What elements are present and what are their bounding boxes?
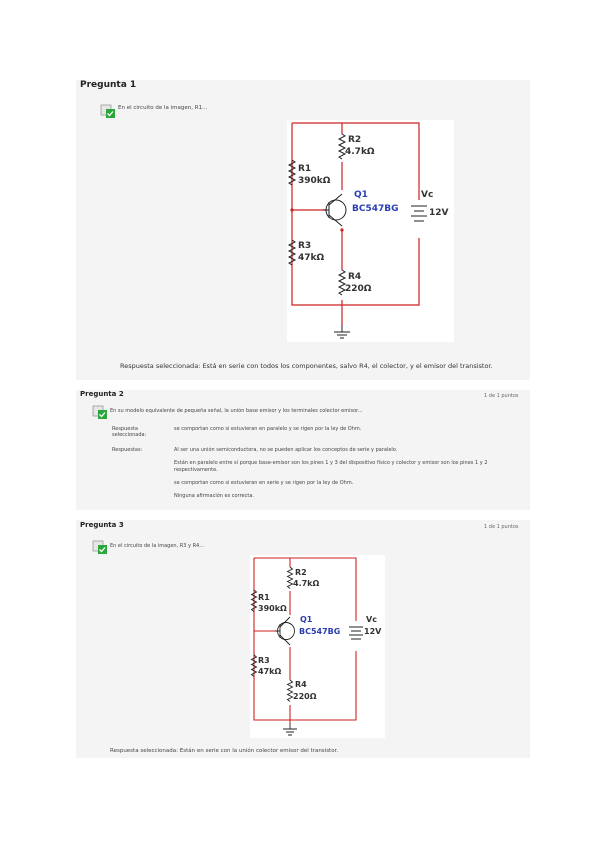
r1-value: 390kΩ [298,176,331,186]
question-3-text: En el circuito de la imagen, R3 y R4... [110,543,204,549]
answer-option-1: Al ser una unión semiconductora, no se pueden aplicar los conceptos de serie y paralelo. [174,447,398,453]
answer-text: Está en serie con todos los componentes, salvo R4, el colector, y el emisor del transistor. [202,362,493,370]
circuit-image-1 [287,120,454,342]
answer-option-3: se comportan como si estuvieran en serie y se rigen por la ley de Ohm. [174,480,354,486]
selected-answer-text: se comportan como si estuvieran en paralelo y se rigen por la ley de Ohm. [174,426,362,432]
r3-value: 47kΩ [258,667,282,676]
question-1-text: En el circuito de la imagen, R1... [118,105,208,111]
r1-label: R1 [298,164,312,174]
q1-value: BC547BG [352,204,399,214]
r1-value: 390kΩ [258,604,287,613]
question-3-points: 1 de 1 puntos [484,524,519,530]
r4-label: R4 [348,272,362,282]
question-1-answer [120,362,493,370]
q1-value: BC547BG [299,627,341,636]
r4-value: 220Ω [293,692,317,701]
r2-value: 4.7kΩ [345,147,375,157]
correct-check-icon [92,405,107,419]
answer-text: Están en serie con la unión colector emisor del transistor. [179,748,339,754]
question-2-title: Pregunta 2 [80,390,124,398]
r4-value: 220Ω [345,284,372,294]
q1-label: Q1 [354,190,368,200]
question-3-title: Pregunta 3 [80,521,124,529]
r2-value: 4.7kΩ [293,579,320,588]
question-2-points: 1 de 1 puntos [484,393,519,399]
correct-check-icon [100,104,115,118]
answer-option-4: Ninguna afirmación es correcta. [174,493,254,499]
vc-value: 12V [364,627,382,636]
answer-option-2: Están en paralelo entre sí porque base-emisor son los pines 1 y 3 del dispositivo físico y colector y emisor son los pines 1 y 2 respectivamente. [174,460,488,473]
r4-label: R4 [295,680,307,689]
question-2-text: En su modelo equivalente de pequeña señal, la unión base emisor y los terminales colector emisor... [110,408,363,414]
question-1-title: Pregunta 1 [80,80,137,90]
vc-label: Vc [366,615,377,624]
r1-label: R1 [258,593,270,602]
circuit-image-3 [250,555,385,738]
vc-value: 12V [429,208,449,218]
r3-value: 47kΩ [298,253,325,263]
answer-prefix: Respuesta seleccionada: [110,748,178,754]
answer-prefix: Respuesta seleccionada: [120,362,201,370]
r3-label: R3 [258,656,270,665]
r2-label: R2 [348,135,362,145]
r2-label: R2 [295,568,307,577]
correct-check-icon [92,540,107,554]
r3-label: R3 [298,241,312,251]
q1-label: Q1 [300,615,313,624]
question-3-answer [110,748,338,754]
vc-label: Vc [421,190,434,200]
selected-answer-label: Respuesta seleccionada: [112,426,147,438]
answers-label: Respuestas: [112,447,143,453]
